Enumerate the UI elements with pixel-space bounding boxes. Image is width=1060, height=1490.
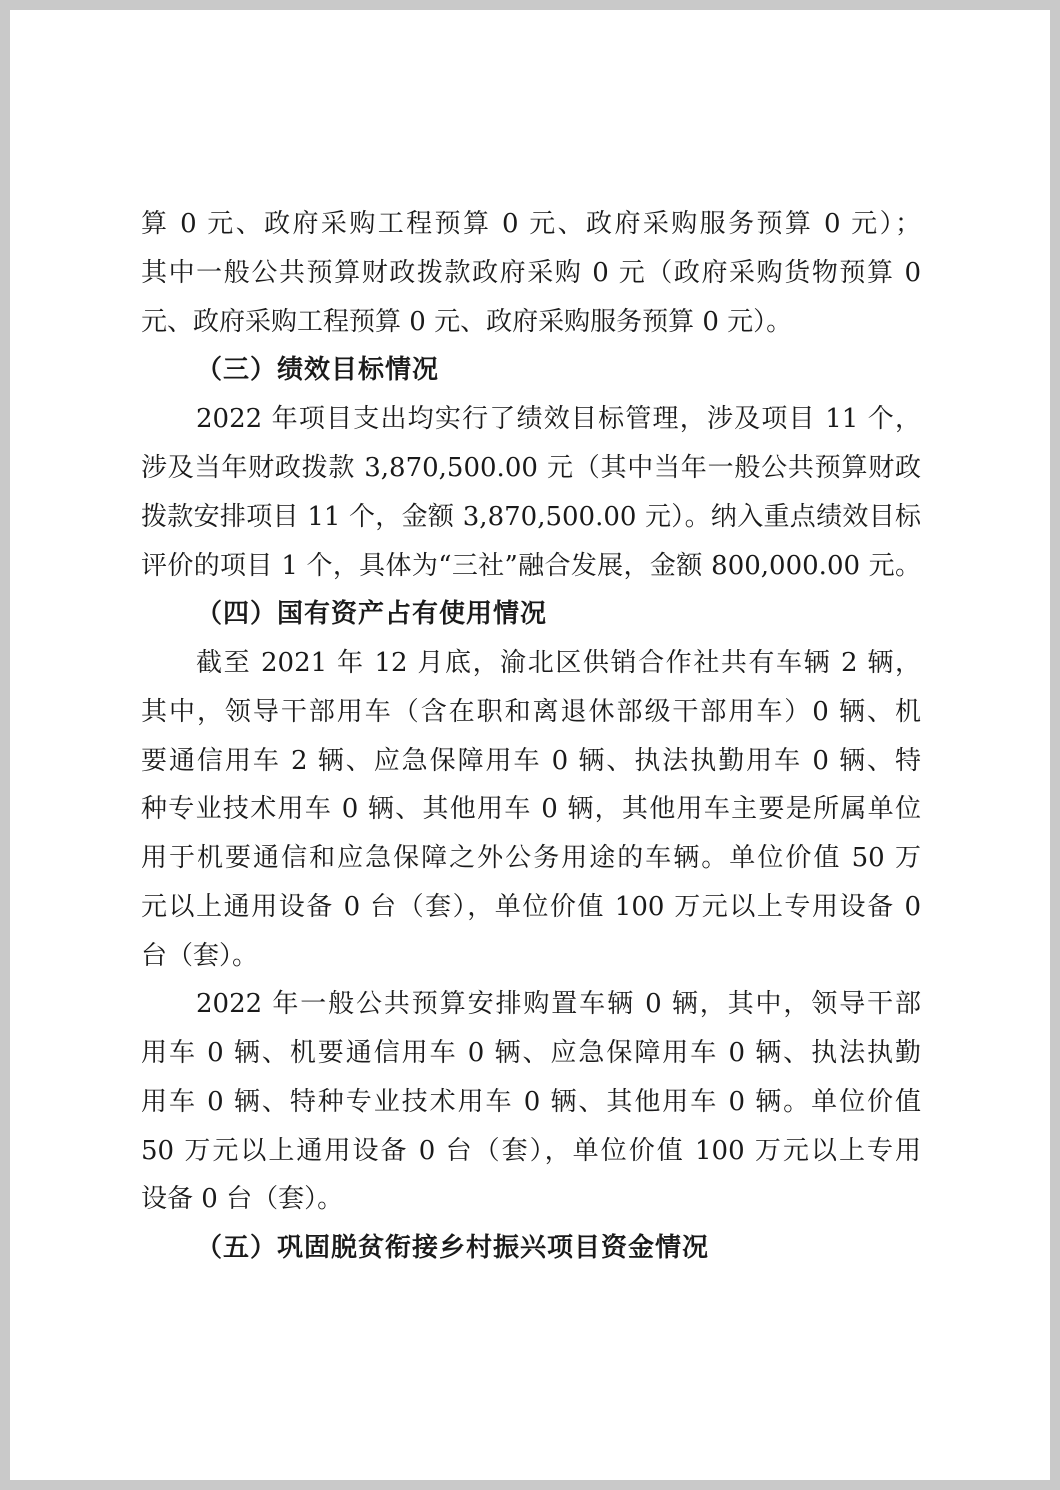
text-line: 种专业技术用车 0 辆、其他用车 0 辆，其他用车主要是所属单位 [141,794,921,824]
section-heading: （四）国有资产占有使用情况 [196,599,548,629]
text-line: 元、政府采购工程预算 0 元、政府采购服务预算 0 元）。 [141,307,793,337]
text-line: 2022 年项目支出均实行了绩效目标管理，涉及项目 11 个， [196,404,921,434]
text-line: 要通信用车 2 辆、应急保障用车 0 辆、执法执勤用车 0 辆、特 [141,746,921,776]
text-line: 截至 2021 年 12 月底，渝北区供销合作社共有车辆 2 辆， [196,648,921,678]
text-line: 其中一般公共预算财政拨款政府采购 0 元（政府采购货物预算 0 [141,258,921,288]
section-heading: （五）巩固脱贫衔接乡村振兴项目资金情况 [196,1233,710,1263]
text-line: 算 0 元、政府采购工程预算 0 元、政府采购服务预算 0 元）； [141,209,921,239]
text-line: 设备 0 台（套）。 [141,1184,344,1214]
text-line: 用车 0 辆、机要通信用车 0 辆、应急保障用车 0 辆、执法执勤 [141,1038,921,1068]
text-line: 台（套）。 [141,941,259,971]
text-line: 用车 0 辆、特种专业技术用车 0 辆、其他用车 0 辆。单位价值 [141,1087,921,1117]
text-line: 拨款安排项目 11 个，金额 3,870,500.00 元）。纳入重点绩效目标 [141,502,921,532]
section-heading: （三）绩效目标情况 [196,355,440,385]
text-line: 涉及当年财政拨款 3,870,500.00 元（其中当年一般公共预算财政 [141,453,921,483]
text-line: 元以上通用设备 0 台（套），单位价值 100 万元以上专用设备 0 [141,892,921,922]
text-line: 用于机要通信和应急保障之外公务用途的车辆。单位价值 50 万 [141,843,921,873]
text-line: 50 万元以上通用设备 0 台（套），单位价值 100 万元以上专用 [141,1136,921,1166]
text-line: 其中，领导干部用车（含在职和离退休部级干部用车）0 辆、机 [141,697,921,727]
text-line: 2022 年一般公共预算安排购置车辆 0 辆，其中，领导干部 [196,989,921,1019]
text-line: 评价的项目 1 个，具体为“三社”融合发展，金额 800,000.00 元。 [141,551,921,581]
